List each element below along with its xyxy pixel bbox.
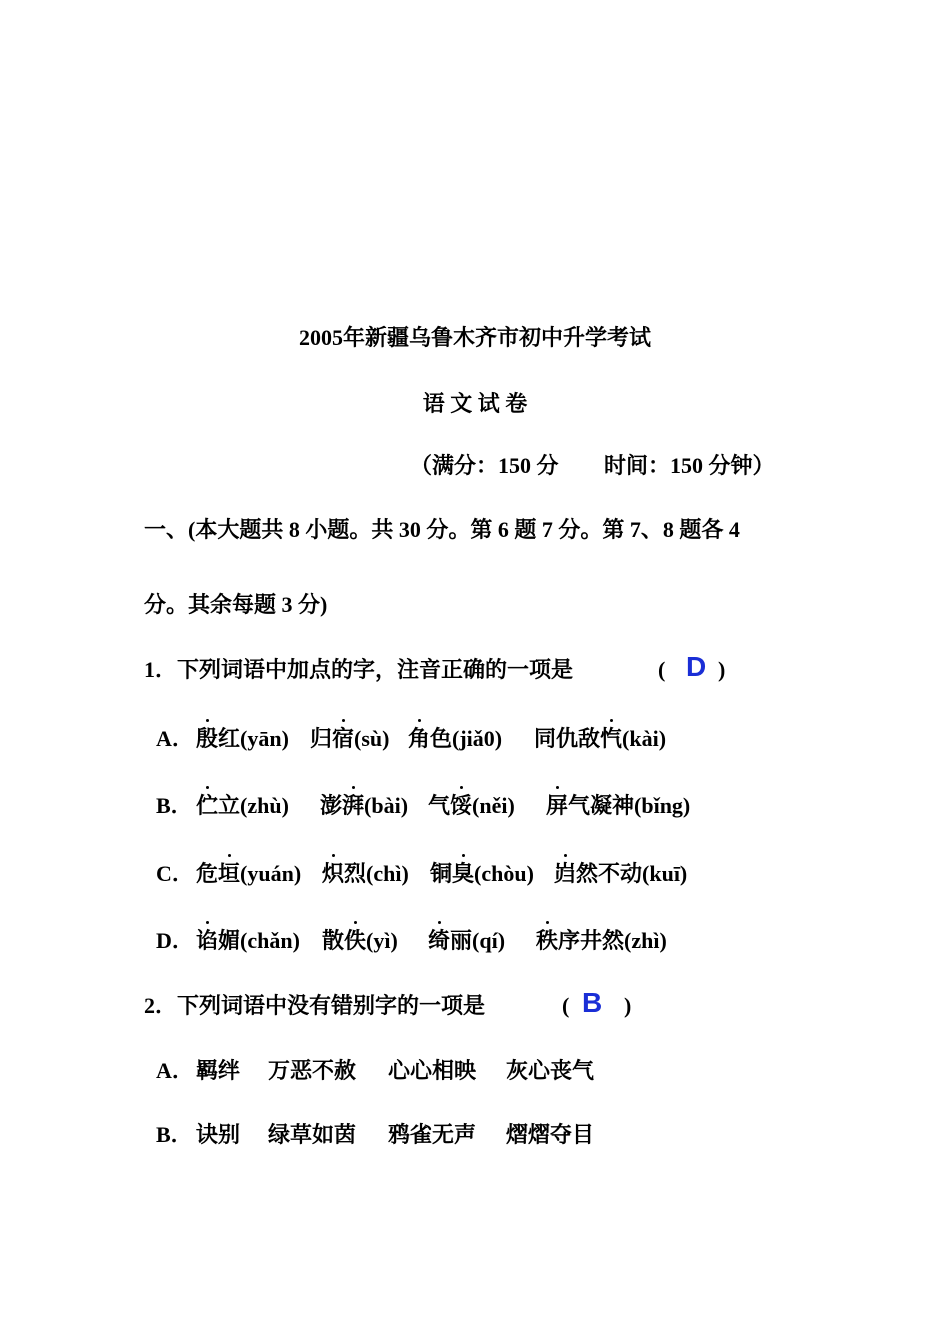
section1-instructions-line2: 分。其余每题 3 分) xyxy=(144,592,328,617)
option-item: 万恶不赦 xyxy=(268,1058,357,1083)
dotted-char: 湃 xyxy=(342,793,365,818)
option-item: 澎湃(bài) xyxy=(320,793,409,818)
q2-paren-close: ) xyxy=(624,993,632,1018)
dotted-char: 忾 xyxy=(600,726,623,751)
score-info: （满分：150 分 xyxy=(410,453,559,478)
q2-answer: B xyxy=(582,987,603,1018)
dotted-char: 炽 xyxy=(322,861,345,886)
option-item: 殷红(yān) xyxy=(196,726,289,751)
option-item: 归宿(sù) xyxy=(310,726,390,751)
dotted-char: 屏 xyxy=(546,793,569,818)
option-item: 谄媚(chǎn) xyxy=(196,928,300,953)
option-label: B． xyxy=(156,793,193,818)
dotted-char: 殷 xyxy=(196,726,219,751)
option-label: D． xyxy=(156,928,194,953)
option-item: 角色(jiǎ0) xyxy=(408,726,503,751)
q1-answer: D xyxy=(686,651,707,682)
dotted-char: 谄 xyxy=(196,928,219,953)
dotted-char: 绮 xyxy=(428,928,451,953)
option-item: 同仇敌忾(kài) xyxy=(534,726,667,751)
dotted-char: 臭 xyxy=(452,861,475,886)
option-item: 绿草如茵 xyxy=(268,1122,357,1147)
q1-stem: 1．下列词语中加点的字，注音正确的一项是 xyxy=(144,657,574,682)
option-label: A． xyxy=(156,726,194,751)
paper-subtitle: 语 文 试 卷 xyxy=(422,391,528,416)
q1-paren-close: ) xyxy=(718,657,726,682)
dotted-char: 秩 xyxy=(536,928,559,953)
option-item: 羁绊 xyxy=(196,1058,241,1083)
q2-paren-open: ( xyxy=(562,993,570,1018)
exam-title: 2005年新疆乌鲁木齐市初中升学考试 xyxy=(298,325,651,350)
option-item: 铜臭(chòu) xyxy=(430,861,534,886)
option-item: 灰心丧气 xyxy=(506,1058,595,1083)
q1-paren-open: ( xyxy=(658,657,666,682)
option-item: 屏气凝神(bǐng) xyxy=(546,793,691,818)
dotted-char: 角 xyxy=(408,726,431,751)
option-label: C． xyxy=(156,861,194,886)
option-item: 散佚(yì) xyxy=(322,928,398,953)
time-info: 时间：150 分钟） xyxy=(604,453,775,478)
option-item: 心心相映 xyxy=(388,1058,477,1083)
option-label: A． xyxy=(156,1058,194,1083)
dotted-char: 伫 xyxy=(196,793,219,818)
option-item: 伫立(zhù) xyxy=(196,793,289,818)
option-item: 危垣(yuán) xyxy=(196,861,302,886)
option-item: 鸦雀无声 xyxy=(388,1122,477,1147)
option-label: B． xyxy=(156,1122,193,1147)
option-item: 秩序井然(zhì) xyxy=(536,928,667,953)
option-item: 炽烈(chì) xyxy=(322,861,409,886)
dotted-char: 垣 xyxy=(218,861,241,886)
dotted-char: 佚 xyxy=(344,928,367,953)
option-item: 熠熠夺目 xyxy=(506,1122,595,1147)
dotted-char: 馁 xyxy=(450,793,473,818)
option-item: 绮丽(qí) xyxy=(428,928,506,953)
option-item: 气馁(něi) xyxy=(428,793,515,818)
option-item: 诀别 xyxy=(196,1122,241,1147)
dotted-char: 宿 xyxy=(332,726,355,751)
dotted-char: 岿 xyxy=(554,861,577,886)
option-item: 岿然不动(kuī) xyxy=(554,861,688,886)
q2-stem: 2．下列词语中没有错别字的一项是 xyxy=(144,993,486,1018)
section1-instructions-line1: 一、(本大题共 8 小题。共 30 分。第 6 题 7 分。第 7、8 题各 4 xyxy=(144,517,740,542)
